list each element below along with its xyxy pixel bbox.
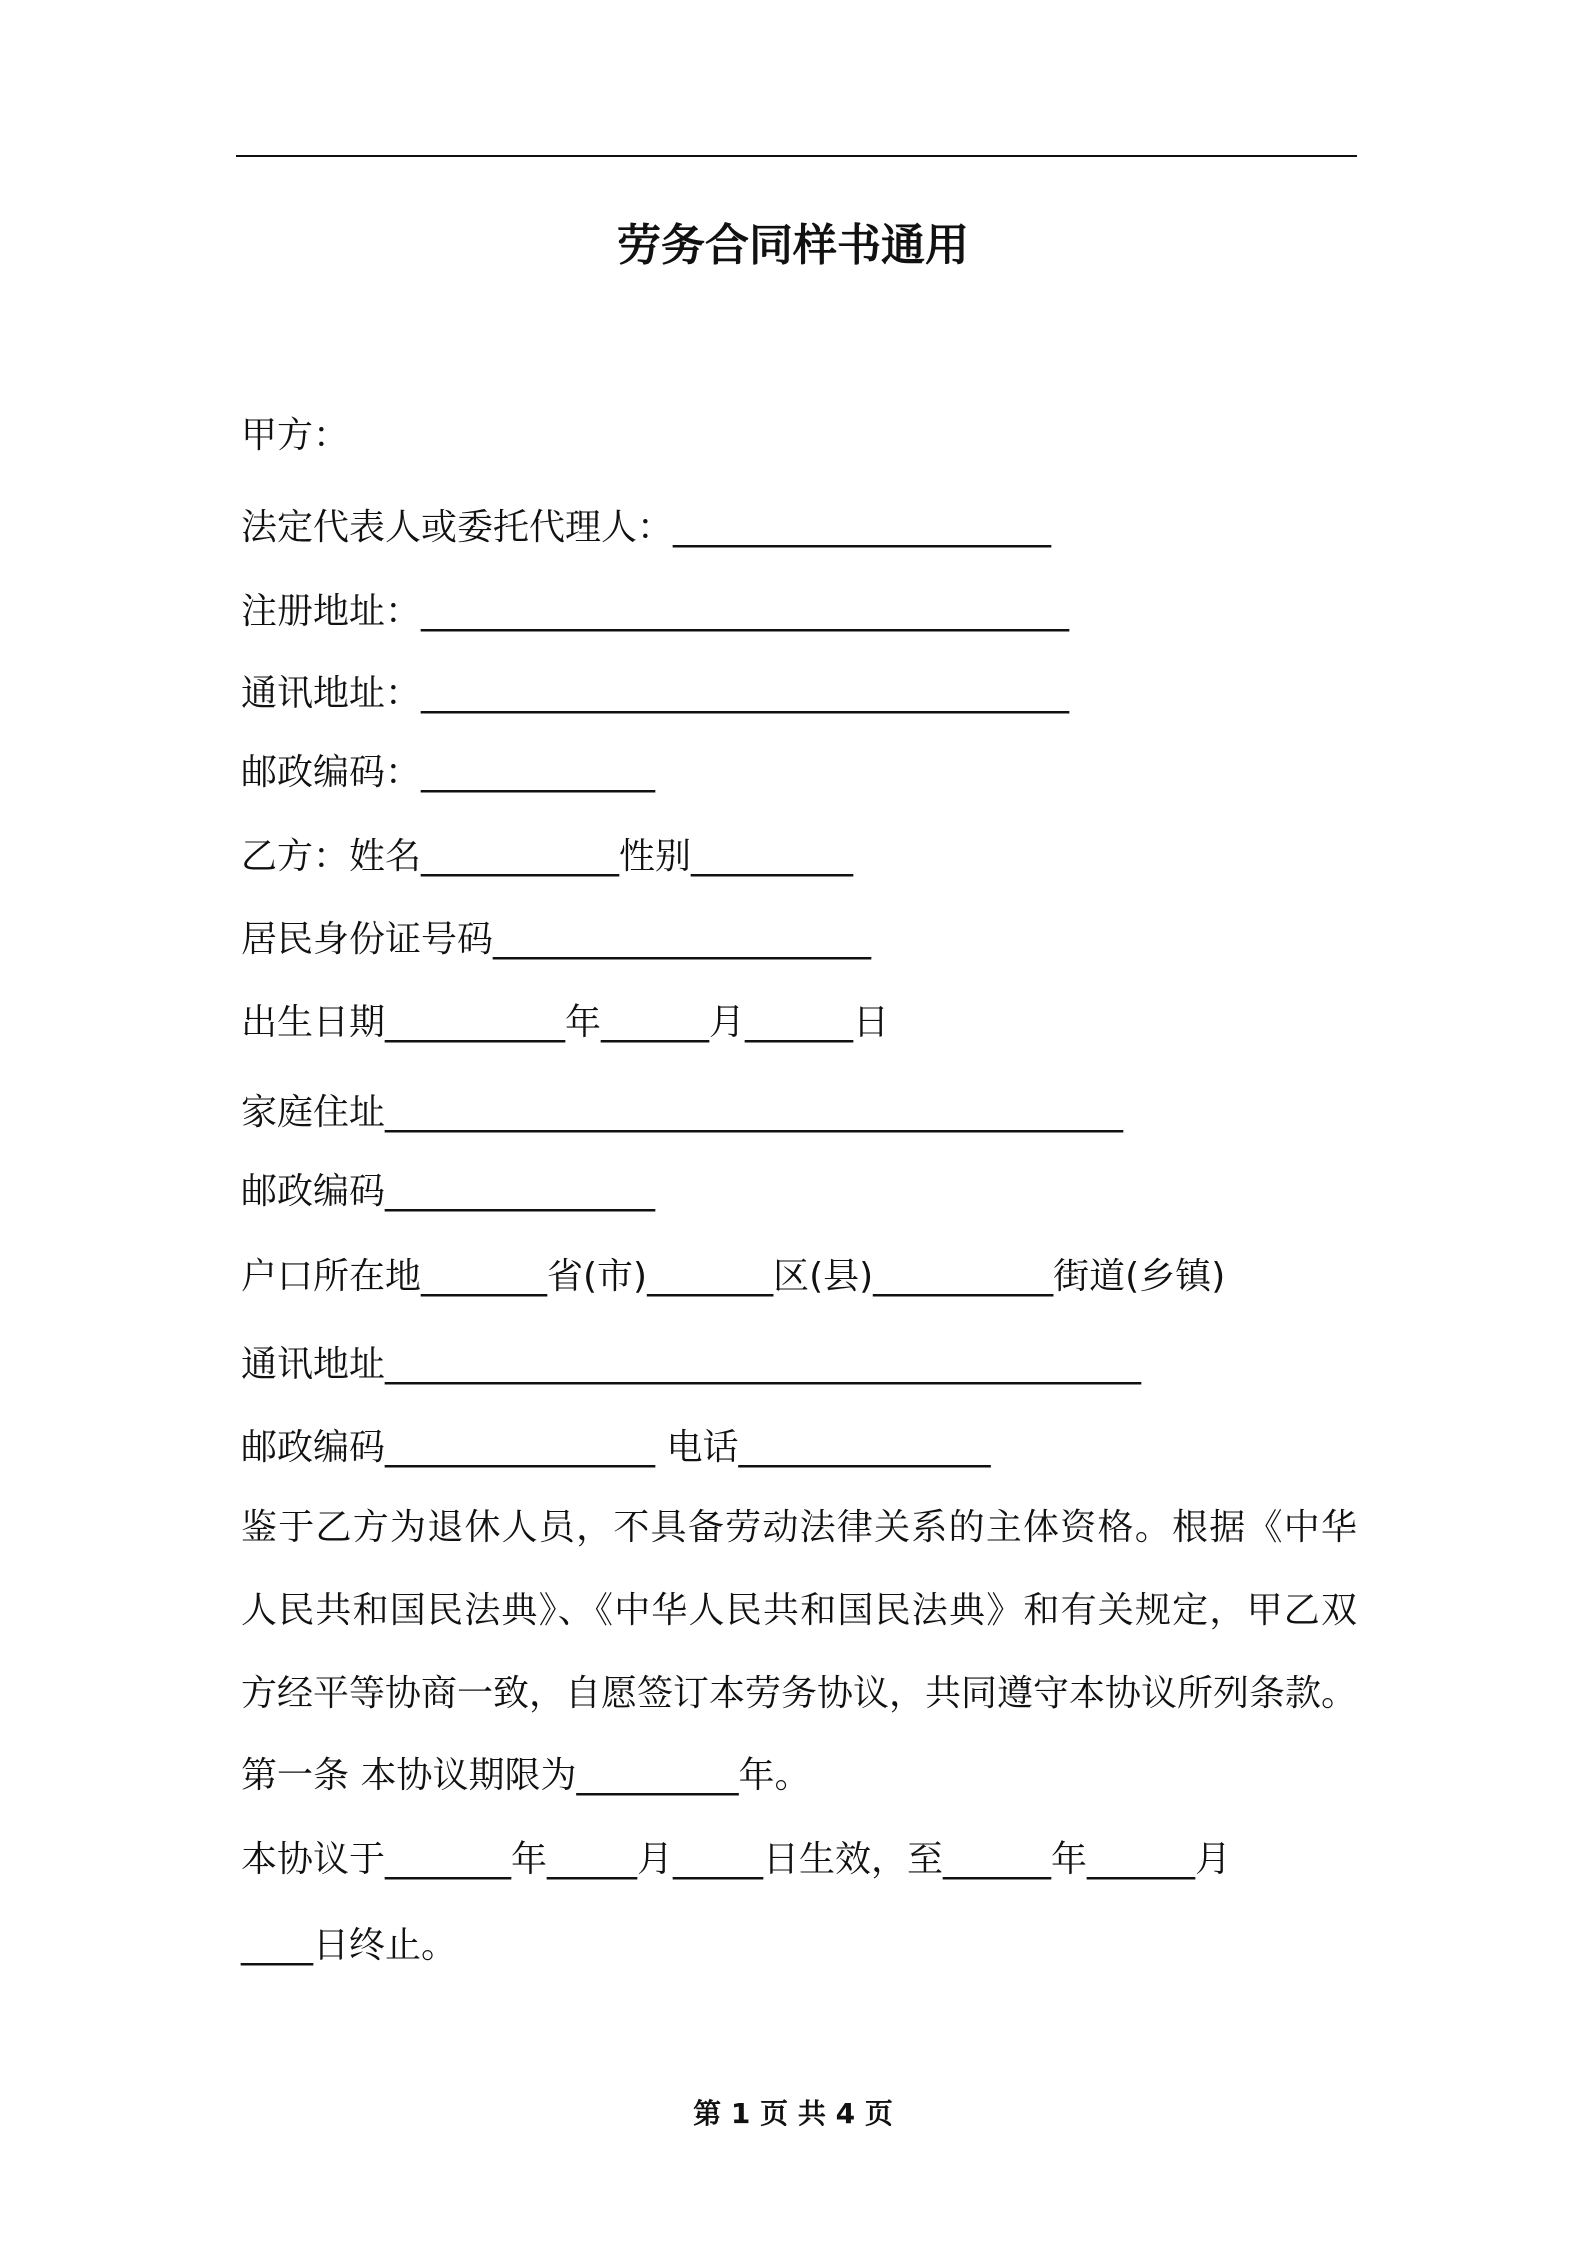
article-one: 第一条 本协议期限为_________年。 (241, 1755, 811, 1796)
legal-representative-field: 法定代表人或委托代理人：_____________________ (241, 507, 1052, 548)
page-number: 第 1 页 共 4 页 (693, 2097, 893, 2130)
header-rule (236, 155, 1357, 157)
home-address-field: 家庭住址_________________________________________ (241, 1092, 1124, 1133)
registered-address-field: 注册地址：____________________________________ (241, 591, 1070, 632)
effective-period-line: 本协议于_______年_____月_____日生效，至______年______月 (241, 1839, 1232, 1880)
postal-code-phone-field: 邮政编码_______________ 电话______________ (241, 1427, 991, 1468)
party-a-postal-code-field: 邮政编码：_____________ (241, 752, 656, 793)
termination-line: ____日终止。 (241, 1925, 458, 1966)
birth-date-field: 出生日期__________年______月______日 (241, 1002, 890, 1043)
preamble-line: 方经平等协商一致，自愿签订本劳务协议，共同遵守本协议所列条款。 (241, 1673, 1358, 1714)
party-b-mailing-address-field: 通讯地址__________________________________________ (241, 1344, 1142, 1385)
party-a-mailing-address-field: 通讯地址：____________________________________ (241, 673, 1070, 714)
party-a-label: 甲方： (241, 415, 350, 456)
id-number-field: 居民身份证号码_____________________ (241, 919, 872, 960)
preamble-line: 鉴于乙方为退休人员，不具备劳动法律关系的主体资格。根据《中华 (241, 1507, 1357, 1548)
document-title: 劳务合同样书通用 (617, 220, 969, 271)
preamble-line: 人民共和国民法典》、《中华人民共和国民法典》和有关规定，甲乙双 (241, 1590, 1357, 1631)
party-b-name-gender-field: 乙方：姓名___________性别_________ (241, 836, 854, 877)
household-registration-field: 户口所在地_______省(市)_______区(县)__________街道(乡镇) (241, 1256, 1226, 1297)
home-postal-code-field: 邮政编码_______________ (241, 1171, 656, 1212)
